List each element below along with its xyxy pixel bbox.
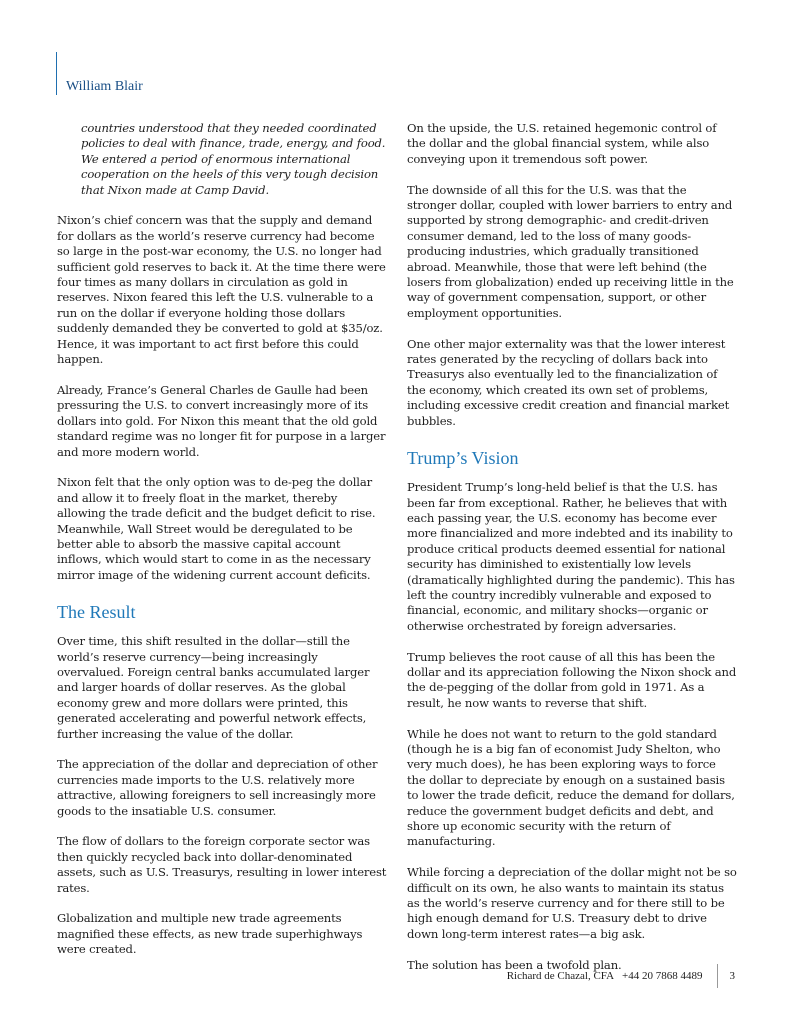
section-heading-trumps-vision: Trump’s Vision — [407, 448, 519, 469]
quote-paragraph: countries understood that they needed coordinated policies to deal with finance, trade, energy, and food. We entered a period of enormous international cooperation on the heels of this very tough decision that Nixon made at Camp David. — [81, 121, 386, 197]
paragraph: Over time, this shift resulted in the dollar—still the world’s reserve currency—being increasingly overvalued. Foreign central banks accumulated larger and larger hoards of dollar reserves. As the global economy grew and more dollars were printed, this generated accelerating and powerful network effects, further increasing the value of the dollar. — [57, 634, 370, 741]
paragraph: While forcing a depreciation of the dollar might not be so difficult on its own, he also wants to maintain its status as the world’s reserve currency and for there still to be high enough demand for U.S. Treasury debt to drive down long-term interest rates—a big ask. — [407, 865, 737, 941]
paragraph: Nixon’s chief concern was that the supply and demand for dollars as the world’s reserve currency had become so large in the post-war economy, the U.S. no longer had sufficient gold reserves to back it. At the time there were four times as many dollars in circulation as gold in reserves. Nixon feared this left the U.S. vulnerable to a run on the dollar if everyone holding those dollars suddenly demanded they be converted to gold at $35/oz. Hence, it was important to act first before this could happen. — [57, 213, 386, 367]
paragraph: The appreciation of the dollar and depreciation of other currencies made imports to the U.S. relatively more attractive, allowing foreigners to sell increasingly more goods to the insatiable U.S. consumer. — [57, 757, 378, 818]
footer-divider — [717, 964, 718, 988]
paragraph: Nixon felt that the only option was to de-peg the dollar and allow it to freely float in the market, thereby allowing the trade deficit and the budget deficit to rise. Meanwhile, Wall Street would be deregulated to be better able to absorb the massive capital account inflows, which would start to come in as the necessary mirror image of the widening current account deficits. — [57, 475, 376, 582]
right-column — [407, 121, 737, 988]
footer-author: Richard de Chazal, CFA — [506, 970, 615, 982]
paragraph: The solution has been a twofold plan. — [407, 957, 622, 972]
paragraph: Globalization and multiple new trade agreements magnified these effects, as new trade superhighways were created. — [57, 911, 363, 957]
paragraph: President Trump’s long-held belief is that the U.S. has been far from exceptional. Rather, he believes that with each passing year, the U.S. economy has become ever more financialized and more indebted and its inability to produce critical products deemed essential for national security has diminished to existentially low levels (dramatically highlighted during the pandemic). This has left the country incredibly vulnerable and exposed to financial, economic, and military shocks—organic or otherwise orchestrated by foreign adversaries. — [407, 480, 735, 633]
paragraph: One other major externality was that the lower interest rates generated by the recycling of dollars back into Treasurys also eventually led to the financialization of the economy, which created its own set of problems, including excessive credit creation and financial market bubbles. — [407, 336, 730, 428]
paragraph: The flow of dollars to the foreign corporate sector was then quickly recycled back into dollar-denominated assets, such as U.S. Treasurys, resulting in lower interest rates. — [57, 834, 387, 895]
section-heading-the-result: The Result — [57, 602, 136, 623]
page-footer — [507, 964, 735, 988]
header-divider — [56, 52, 57, 95]
paragraph: While he does not want to return to the gold standard (though he is a big fan of economist Judy Shelton, who very much does), he has been exploring ways to force the dollar to depreciate by enough on a sustained basis to lower the trade deficit, reduce the demand for dollars, reduce the government budget deficits and debt, and shore up economic security with the return of manufacturing. — [407, 726, 735, 849]
paragraph: Already, France’s General Charles de Gaulle had been pressuring the U.S. to convert increasingly more of its dollars into gold. For Nixon this meant that the old gold standard regime was no longer fit for purpose in a larger and more modern world. — [57, 382, 386, 459]
paragraph: The downside of all this for the U.S. was that the stronger dollar, coupled with lower barriers to entry and supported by strong demographic- and credit-driven consumer demand, led to the loss of many goods-producing industries, which gradually transitioned abroad. Meanwhile, those that were left behind (the losers from globalization) ended up receiving little in the way of government compensation, support, or other employment opportunities. — [407, 182, 734, 320]
paragraph: Trump believes the root cause of all this has been the dollar and its appreciation following the Nixon shock and the de-pegging of the dollar from gold in 1971. As a result, he now wants to reverse that shift. — [407, 649, 737, 710]
brand-name: William Blair — [66, 79, 143, 94]
footer-phone: +44 20 7868 4489 — [622, 970, 703, 982]
left-column — [57, 121, 387, 973]
paragraph: On the upside, the U.S. retained hegemonic control of the dollar and the global financial system, while also conveying upon it tremendous soft power. — [407, 121, 717, 166]
page-number: 3 — [729, 970, 735, 982]
